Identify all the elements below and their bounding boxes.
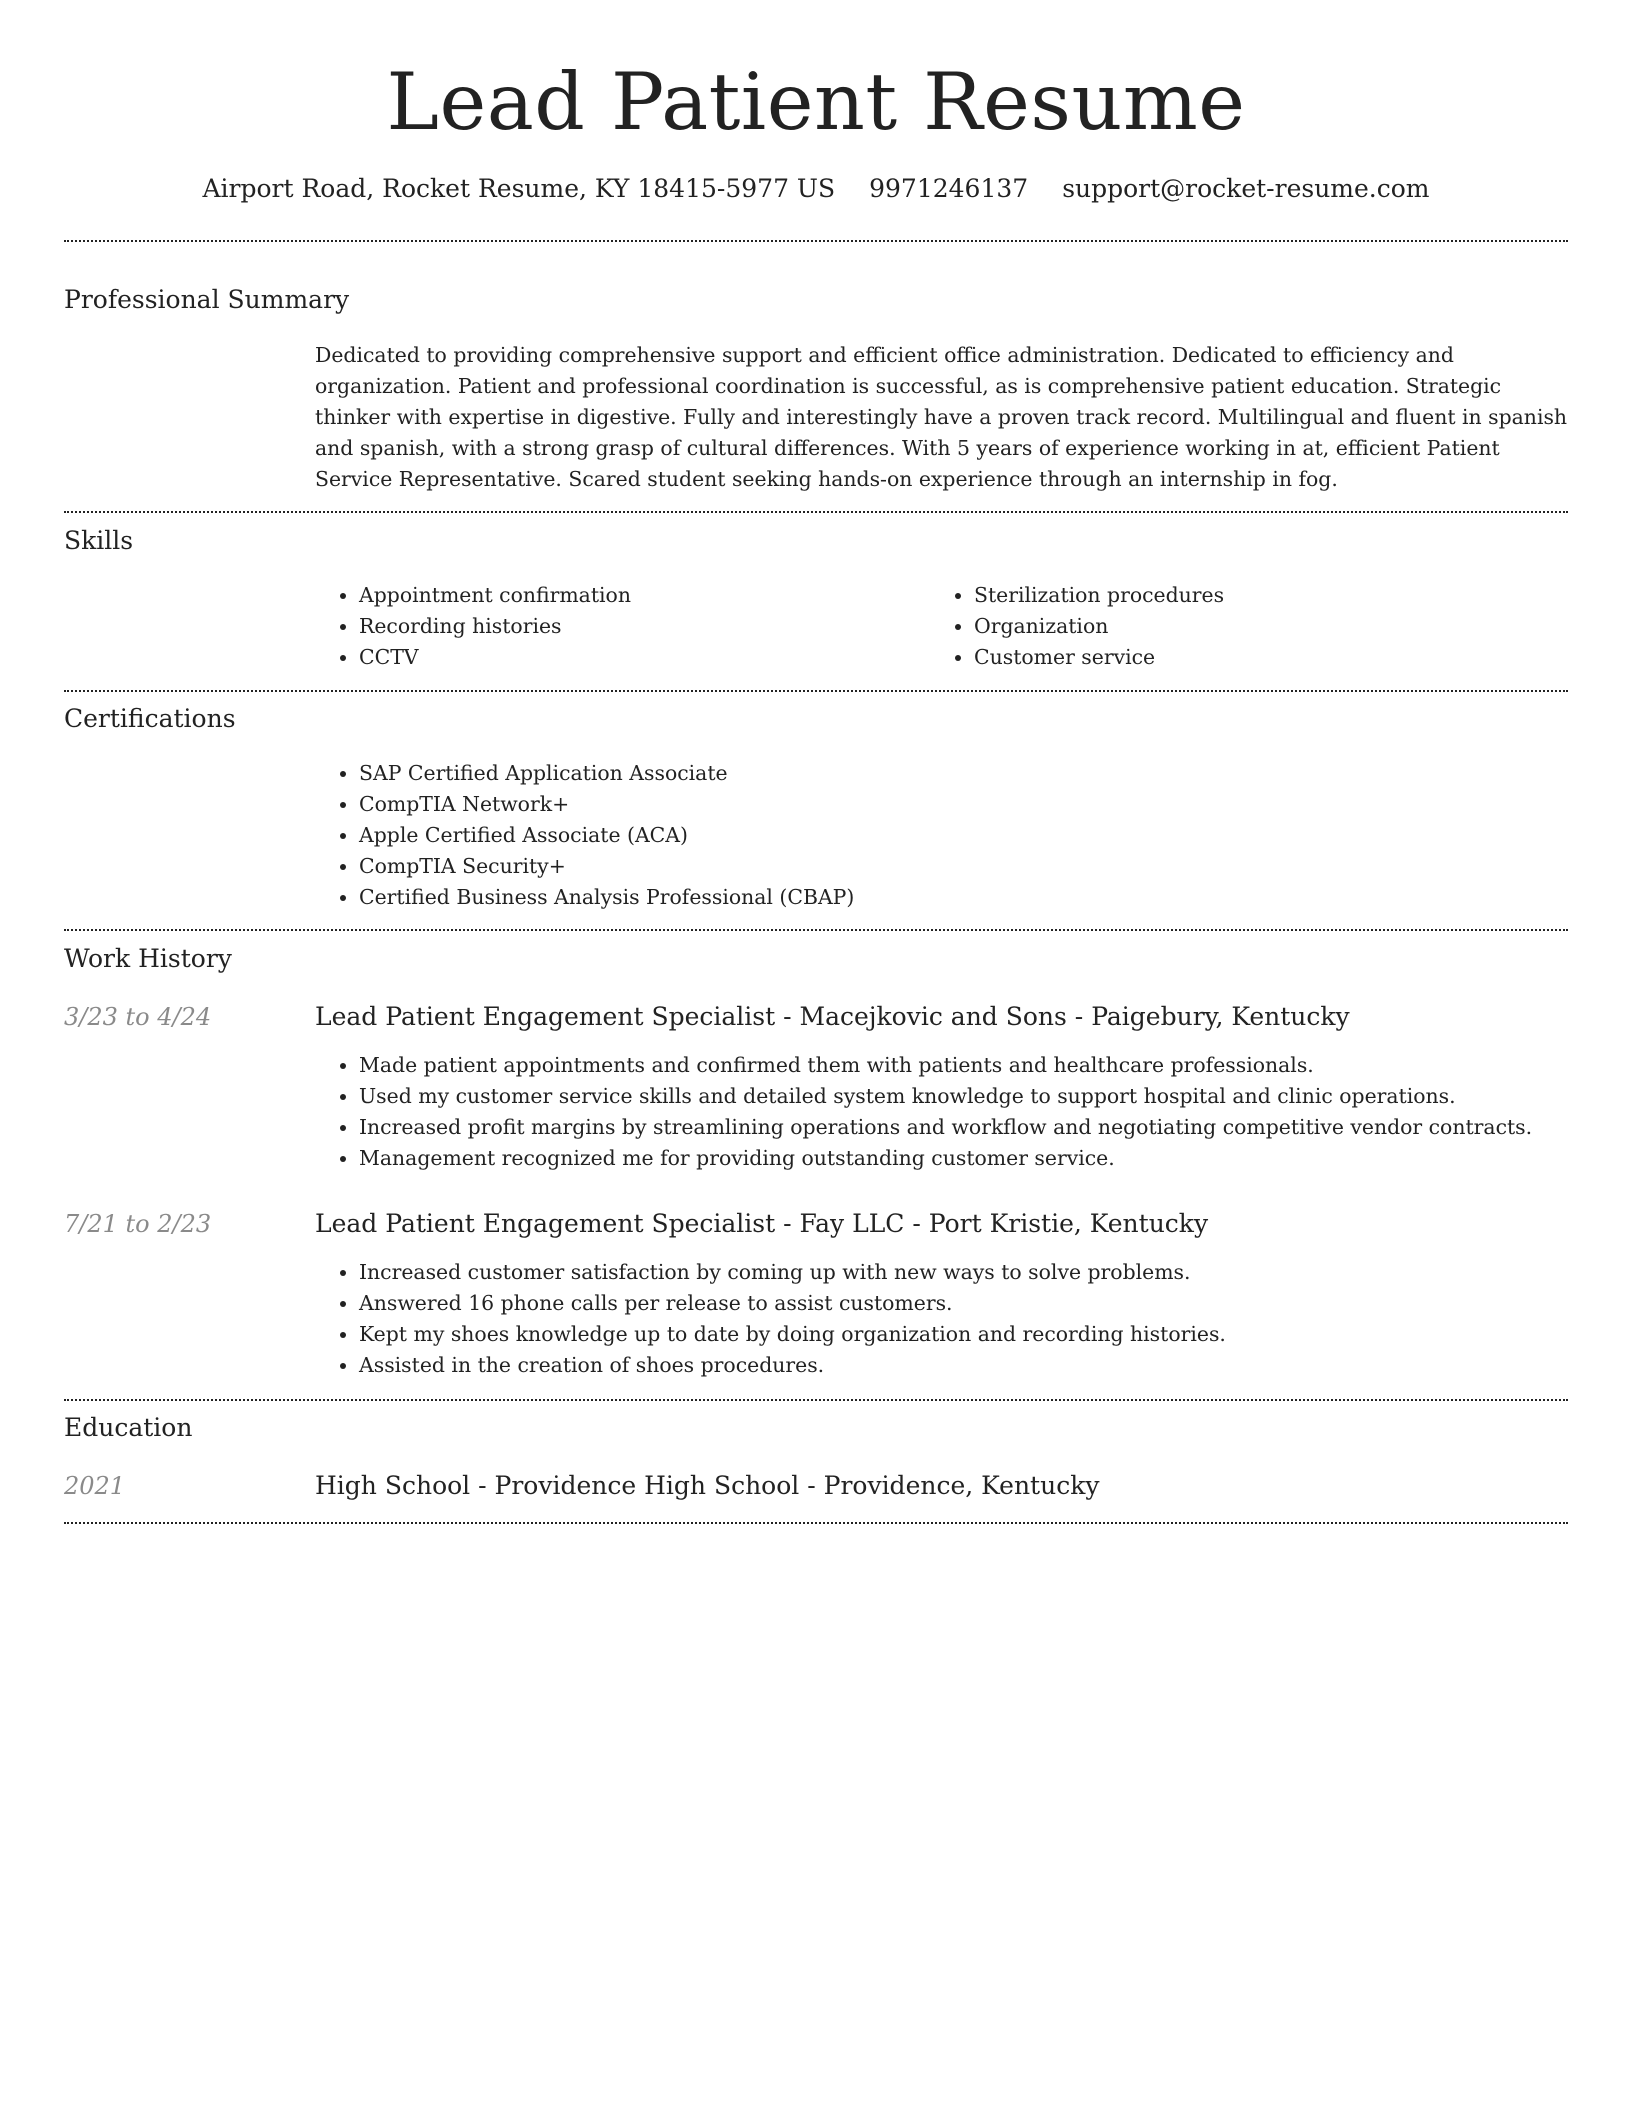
job-bullet: • Assisted in the creation of shoes procedures. bbox=[359, 1350, 1612, 1381]
certification-item: • Apple Certified Associate (ACA) bbox=[359, 820, 1559, 851]
skills-heading: Skills bbox=[64, 526, 134, 555]
contact-phone: 9971246137 bbox=[869, 174, 1029, 203]
skill-item: • Appointment confirmation bbox=[359, 580, 929, 611]
job-bullet: • Made patient appointments and confirmed them with patients and healthcare professionals. bbox=[359, 1050, 1612, 1081]
summary-text: Dedicated to providing comprehensive support and efficient office administration. Dedicated to efficiency and organization. Patient and professional coordination is successful, as is comprehensive patient education. Strategic thinker with expertise in digestive. Fully and interestingly have a proven track record. Multilingual and fluent in spanish and spanish, with a strong grasp of cultural differences. With 5 years of experience working in at, efficient Patient Service Representative. Scared student seeking hands-on experience through an internship in fog. bbox=[315, 343, 1568, 491]
contact-email: support@rocket-resume.com bbox=[1062, 174, 1430, 203]
skill-item: • Customer service bbox=[974, 642, 1574, 673]
section-divider bbox=[64, 690, 1568, 692]
job-bullets bbox=[315, 1050, 1612, 1174]
section-divider bbox=[64, 511, 1568, 513]
section-divider bbox=[64, 1522, 1568, 1524]
section-divider bbox=[64, 240, 1568, 242]
job-bullets bbox=[315, 1257, 1612, 1381]
job-bullet: • Used my customer service skills and detailed system knowledge to support hospital and clinic operations. bbox=[359, 1081, 1612, 1112]
skill-item: • Recording histories bbox=[359, 611, 929, 642]
job-bullet: • Increased customer satisfaction by coming up with new ways to solve problems. bbox=[359, 1257, 1612, 1288]
job-title: Lead Patient Engagement Specialist - Macejkovic and Sons - Paigebury, Kentucky bbox=[315, 1002, 1350, 1031]
skill-item: • Organization bbox=[974, 611, 1574, 642]
section-divider bbox=[64, 929, 1568, 931]
job-bullet: • Kept my shoes knowledge up to date by doing organization and recording histories. bbox=[359, 1319, 1612, 1350]
job-bullet: • Increased profit margins by streamlining operations and workflow and negotiating competitive vendor contracts. bbox=[359, 1112, 1612, 1143]
job-dates: 3/23 to 4/24 bbox=[64, 1003, 212, 1031]
education-entry: High School - Providence High School - Providence, Kentucky bbox=[315, 1471, 1100, 1500]
summary-heading: Professional Summary bbox=[64, 285, 350, 314]
education-heading: Education bbox=[64, 1413, 193, 1442]
certifications-heading: Certifications bbox=[64, 704, 236, 733]
education-year: 2021 bbox=[64, 1472, 126, 1500]
skill-item: • Sterilization procedures bbox=[974, 580, 1574, 611]
work-history-heading: Work History bbox=[64, 944, 232, 973]
resume-title: Lead Patient Resume bbox=[386, 56, 1246, 148]
job-bullet: • Answered 16 phone calls per release to assist customers. bbox=[359, 1288, 1612, 1319]
section-divider bbox=[64, 1399, 1568, 1401]
certification-item: • CompTIA Network+ bbox=[359, 789, 1559, 820]
contact-address: Airport Road, Rocket Resume, KY 18415-5977 US bbox=[202, 174, 836, 203]
skills-list-right bbox=[930, 580, 1574, 673]
skills-list-left bbox=[315, 580, 929, 673]
skill-item: • CCTV bbox=[359, 642, 929, 673]
certification-item: • SAP Certified Application Associate bbox=[359, 758, 1559, 789]
certifications-list bbox=[315, 758, 1559, 913]
job-title: Lead Patient Engagement Specialist - Fay LLC - Port Kristie, Kentucky bbox=[315, 1209, 1209, 1238]
certification-item: • CompTIA Security+ bbox=[359, 851, 1559, 882]
job-dates: 7/21 to 2/23 bbox=[64, 1210, 212, 1238]
job-bullet: • Management recognized me for providing outstanding customer service. bbox=[359, 1143, 1612, 1174]
contact-line bbox=[64, 170, 1568, 208]
certification-item: • Certified Business Analysis Professional (CBAP) bbox=[359, 882, 1559, 913]
